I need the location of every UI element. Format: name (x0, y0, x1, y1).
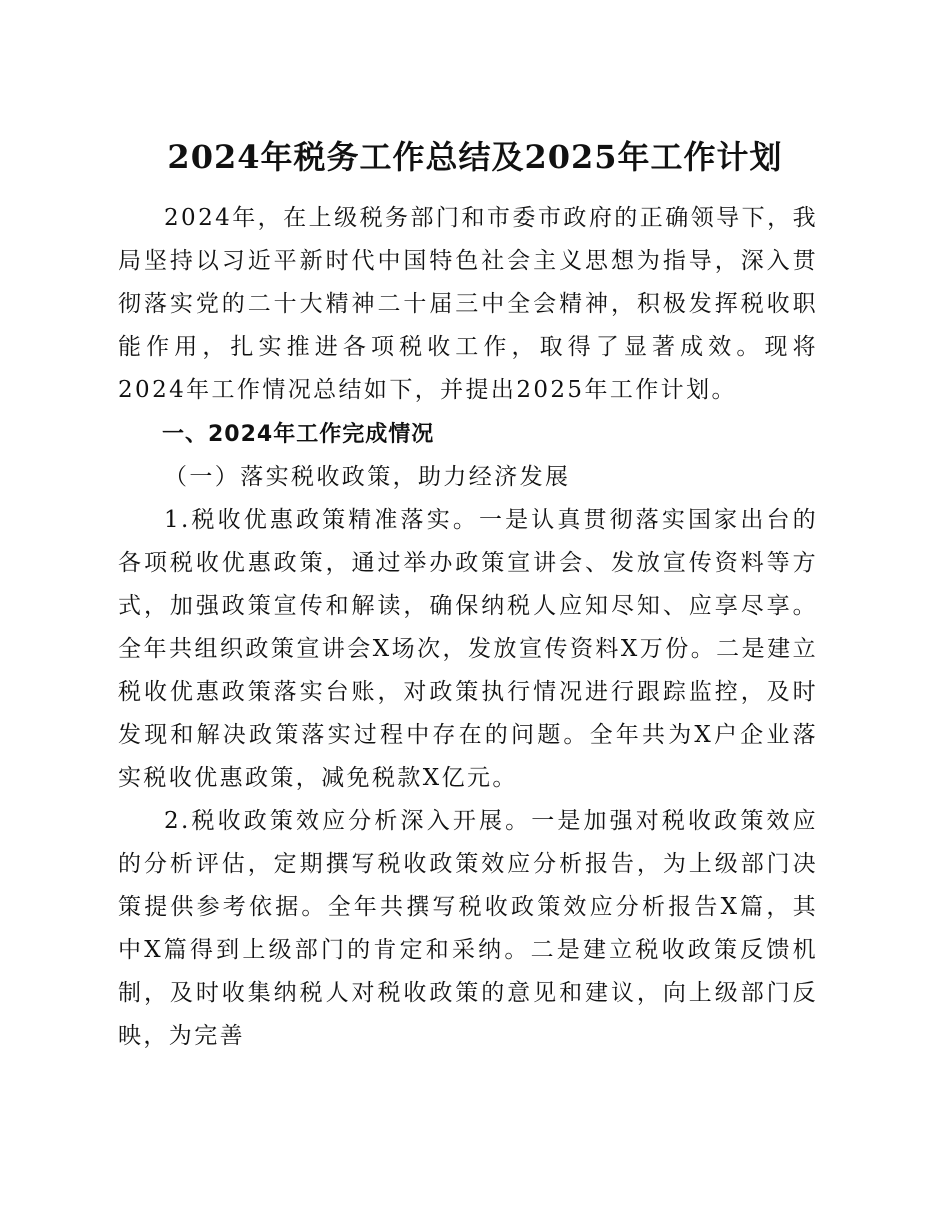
subsection-heading: （一）落实税收政策，助力经济发展 (164, 464, 571, 490)
document-title: 2024年税务工作总结及2025年工作计划 (167, 138, 783, 176)
body-paragraph-2: 2.税收政策效应分析深入开展。一是加强对税收政策效应的分析评估，定期撰写税收政策效应分析报告，为上级部门决策提供参考依据。全年共撰写税收政策效应分析报告X篇，其中X篇得到上级部门的肯定和采纳。二是建立税收政策反馈机制，及时收集纳税人对税收政策的意见和建议，向上级部门反映，为完善 (118, 808, 818, 1049)
intro-paragraph: 2024年，在上级税务部门和市委市政府的正确领导下，我局坚持以习近平新时代中国特色社会主义思想为指导，深入贯彻落实党的二十大精神二十届三中全会精神，积极发挥税收职能作用，扎实推进各项税收工作，取得了显著成效。现将2024年工作情况总结如下，并提出2025年工作计划。 (118, 205, 818, 403)
section-heading: 一、2024年工作完成情况 (162, 422, 435, 447)
body-paragraph-1: 1.税收优惠政策精准落实。一是认真贯彻落实国家出台的各项税收优惠政策，通过举办政策宣讲会、发放宣传资料等方式，加强政策宣传和解读，确保纳税人应知尽知、应享尽享。全年共组织政策宣讲会X场次，发放宣传资料X万份。二是建立税收优惠政策落实台账，对政策执行情况进行跟踪监控，及时发现和解决政策落实过程中存在的问题。全年共为X户企业落实税收优惠政策，减免税款X亿元。 (118, 507, 818, 791)
